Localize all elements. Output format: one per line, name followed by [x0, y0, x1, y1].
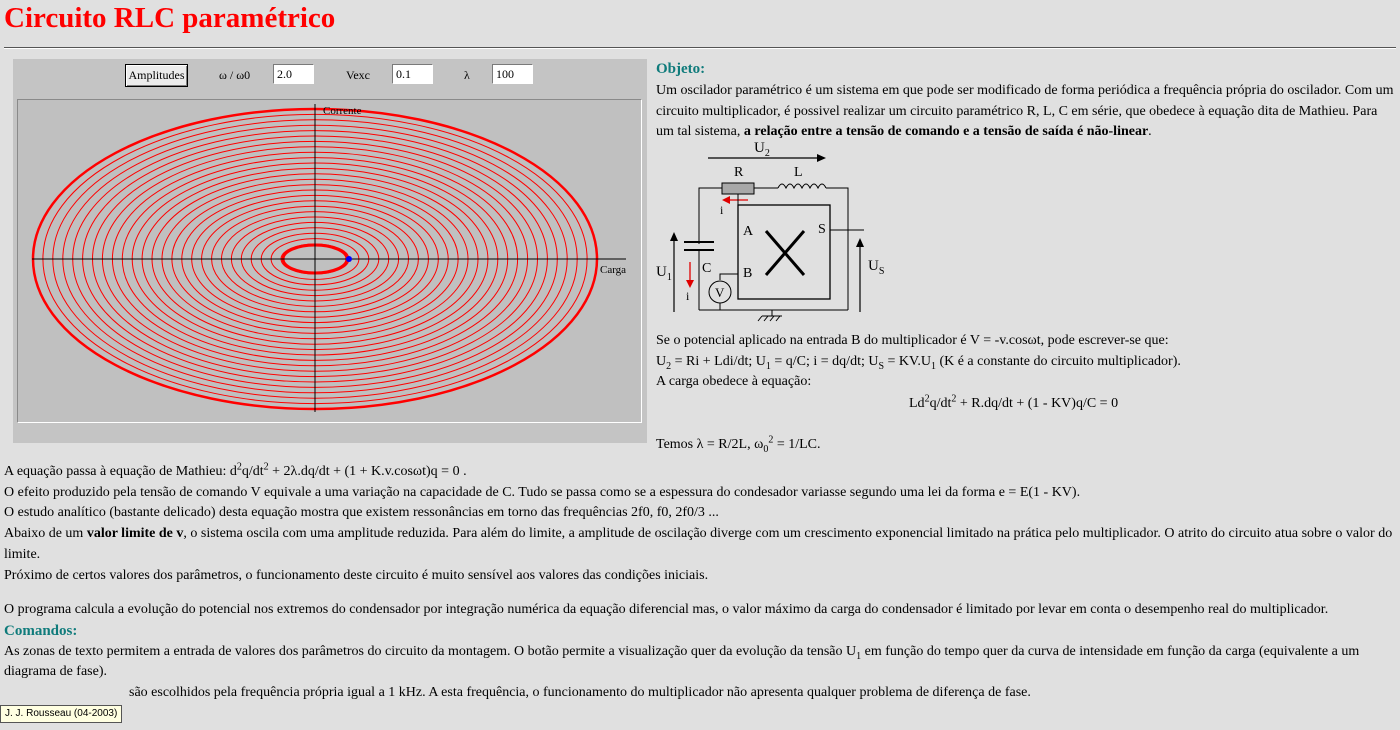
- paragraph-estudo: O estudo analítico (bastante delicado) desta equação mostra que existem ressonâncias em torno das frequências 2f0, f0, 2f0/3 ...: [4, 505, 719, 521]
- mathieu-line: A equação passa à equação de Mathieu: $d^2q/dt^2 + 2\lambda.dq/dt + (1 + K.v.\cos\omega t)q = 0$ .: [4, 461, 467, 479]
- v-label: V: [715, 285, 725, 300]
- temos-line: Temos λ = R/2L, $\omega_0^2 = 1/LC$.: [656, 434, 821, 455]
- paragraph-frequencia: são escolhidos pela frequência própria igual a 1 kHz. A esta frequência, o funcionamento do multiplicador não apresenta qualquer problema de diferença de fase.: [129, 685, 1031, 701]
- objeto-text-end: .: [1148, 124, 1152, 139]
- lambda-input[interactable]: [492, 64, 533, 84]
- paragraph-comandos: As zonas de texto permitem a entrada de valores dos parâmetros do circuito da montagem. O botão permite a visualização quer da evolução da tensão $U_1$ em função do tempo quer da curva de intensidade em função da carga (equivalente a um diagrama de fase).: [4, 643, 1360, 680]
- r-label: R: [734, 165, 744, 180]
- paragraph-limite: Abaixo de um valor limite de v, o sistema oscila com uma amplitude reduzida. Para além do limite, a amplitude de oscilação diverge com um crescimento exponencial limitado na prática pelo multiplicador. O atrito do circuito atua sobre o valor do limite.: [4, 526, 1393, 562]
- author-tooltip: J. J. Rousseau (04-2003): [0, 705, 122, 723]
- page-title: Circuito RLC paramétrico: [4, 2, 336, 34]
- amplitudes-button[interactable]: Amplitudes: [125, 64, 188, 87]
- phase-plot[interactable]: [17, 99, 642, 423]
- formula-line-2: $U_2 = Ri + Ldi/dt$; $U_1 = q/C$; i = dq/dt; $U_S = KV.U_1$ (K é a constante do circuito multiplicador).: [656, 353, 1181, 372]
- b-label: B: [743, 266, 753, 281]
- formula-line-3: A carga obedece à equação:: [656, 374, 812, 389]
- circuit-diagram: [654, 134, 894, 330]
- resistor: [722, 183, 754, 194]
- formula-block: [656, 331, 1396, 393]
- inductor: [778, 184, 826, 188]
- u1-label: $U_1$: [656, 264, 672, 283]
- vexc-input[interactable]: [392, 64, 433, 84]
- rlc-applet: [13, 59, 647, 443]
- formula-line-1: Se o potencial aplicado na entrada B do multiplicador é V = -v.cosωt, pode escrever-se que:: [656, 333, 1169, 348]
- omega-label: ω / ω0: [219, 68, 251, 82]
- objeto-heading: Objeto:: [656, 61, 706, 77]
- vexc-label: Vexc: [346, 68, 370, 82]
- objeto-text-1: Um oscilador paramétrico é um sistema em que pode ser modificado de forma periódica a frequência própria do oscilador. Com um circuito multiplicador, é possivel realizar um circuito paramétrico R, L, C em série, que obedece à equação dita de Mathieu. Para um tal sistema,: [656, 83, 1394, 139]
- objeto-text-bold: a relação entre a tensão de comando e a tensão de saída é não-linear: [743, 124, 1149, 139]
- i-top-label: i: [720, 203, 724, 217]
- y-axis-label: Corrente: [323, 105, 362, 117]
- i-left-label: i: [686, 289, 690, 303]
- a-label: A: [743, 224, 754, 239]
- omega-input[interactable]: [273, 64, 314, 84]
- title-divider: [4, 47, 1396, 49]
- current-point: [346, 256, 352, 262]
- paragraph-programa: O programa calcula a evolução do potencial nos extremos do condensador por integração numérica da equação diferencial mas, o valor máximo da carga do condensador é limitado por levar em conta o desempenho real do multiplicador.: [4, 602, 1329, 618]
- l-label: L: [794, 165, 803, 180]
- c-label: C: [702, 261, 712, 276]
- us-label: $U_S$: [868, 258, 885, 277]
- s-label: S: [818, 222, 826, 237]
- u2-label: $U_2$: [754, 140, 770, 159]
- paragraph-efeito: O efeito produzido pela tensão de comando V equivale a uma variação na capacidade de C. Tudo se passa como se a espessura do condesador variasse segundo uma lei da forma e = E(1 - KV).: [4, 484, 1081, 500]
- charge-equation: $Ld^2q/dt^2 + R.dq/dt + (1 - KV)q/C = 0$: [909, 393, 1119, 411]
- x-axis-label: Carga: [600, 264, 627, 276]
- lambda-label: λ: [464, 68, 470, 82]
- paragraph-proximo: Próximo de certos valores dos parâmetros, o funcionamento deste circuito é muito sensível aos valores das condições iniciais.: [4, 567, 709, 583]
- comandos-heading: Comandos:: [4, 622, 78, 639]
- bottom-text: [4, 462, 1394, 704]
